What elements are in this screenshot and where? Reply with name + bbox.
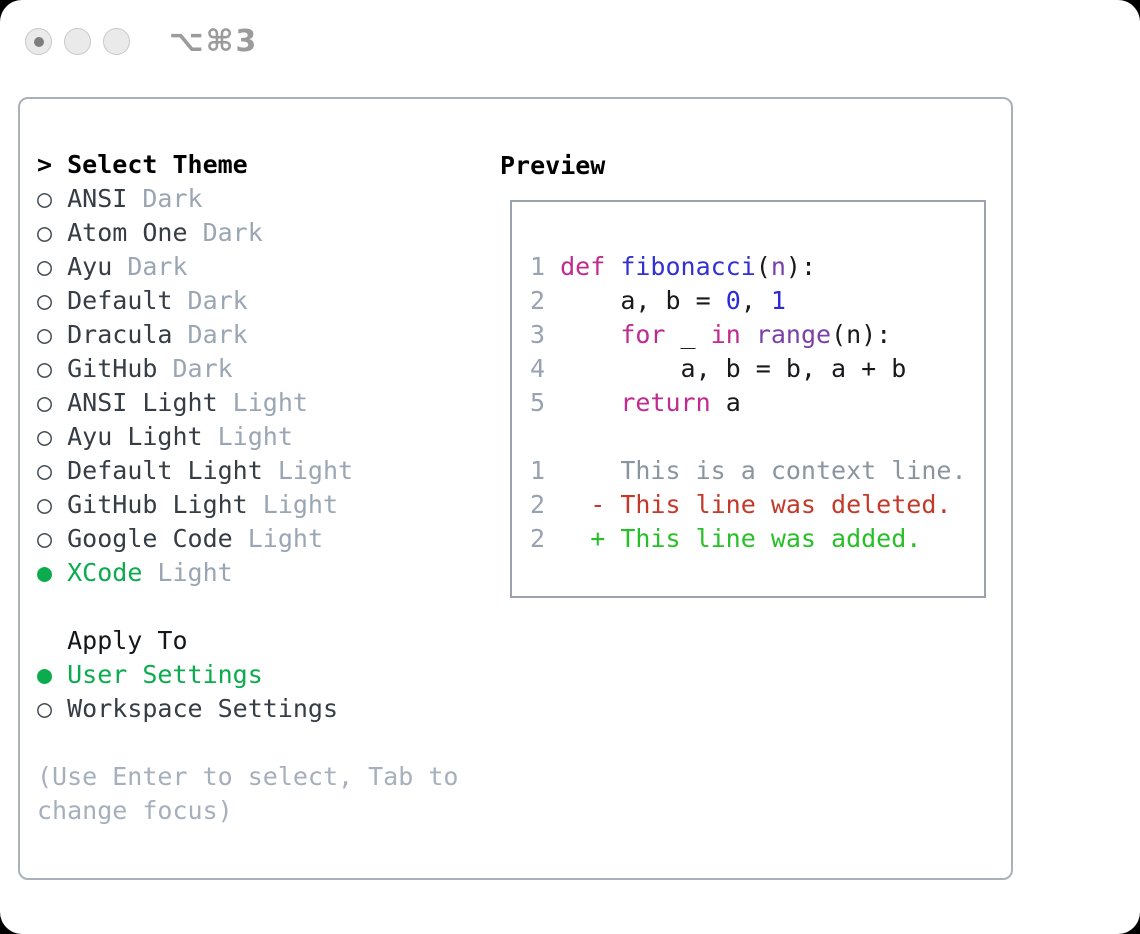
theme-name: ANSI [67,184,128,213]
line-number: 2 [530,524,546,553]
radio-icon: ○ [37,422,53,451]
theme-name: Ayu [67,252,113,281]
code-token: ( [755,252,771,281]
radio-icon: ○ [37,218,53,247]
theme-option-default-light[interactable] [37,454,497,488]
line-number: 1 [530,252,546,281]
code-token: ): [785,252,817,281]
hint-text: (Use Enter to select, Tab to change focus) [37,762,459,825]
apply-option-user-settings[interactable] [37,658,497,692]
radio-icon: ○ [37,694,53,723]
theme-list [37,182,497,590]
radio-icon: ○ [37,524,53,553]
code-token: (n): [831,320,892,349]
theme-option-google-code[interactable] [37,522,497,556]
preview-line [530,488,976,522]
radio-icon: ○ [37,184,53,213]
theme-variant-tag: Light [262,490,339,519]
apply-to-list [37,658,497,726]
preview-title: Preview [500,151,606,180]
traffic-light-icon[interactable] [103,28,130,55]
left-column [37,148,497,828]
theme-variant-tag: Dark [187,320,248,349]
theme-variant-tag: Dark [187,286,248,315]
code-token: a, b = b, a + b [560,354,907,383]
preview-line [530,522,976,556]
code-token: - This line was deleted. [560,490,952,519]
theme-variant-tag: Light [232,388,308,417]
line-number: 2 [530,490,546,519]
theme-name: GitHub Light [67,490,248,519]
radio-icon: ● [37,558,53,587]
radio-icon: ○ [37,286,53,315]
theme-name: Dracula [67,320,173,349]
theme-option-github[interactable] [37,352,497,386]
theme-name: ANSI Light [67,388,218,417]
preview-line [530,284,976,318]
apply-to-header: Apply To [67,626,188,655]
theme-name: GitHub [67,354,158,383]
traffic-light-dot-icon[interactable] [25,28,52,55]
line-number: 1 [530,456,546,485]
theme-name: Default Light [67,456,263,485]
spacer [37,590,497,624]
titlebar [25,24,258,59]
theme-list-title: Select Theme [67,150,248,179]
theme-option-xcode[interactable] [37,556,497,590]
theme-variant-tag: Light [277,456,354,485]
theme-option-ansi-light[interactable] [37,386,497,420]
code-token: 0 [725,286,741,315]
radio-icon: ○ [37,320,53,349]
theme-variant-tag: Dark [142,184,203,213]
line-number: 4 [530,354,546,383]
theme-variant-tag: Light [217,422,293,451]
theme-name: Default [67,286,173,315]
preview-box [510,200,986,598]
line-number: 3 [530,320,546,349]
theme-option-atom-one[interactable] [37,216,497,250]
code-token: This is a context line. [560,456,967,485]
preview-line [530,454,976,488]
theme-variant-tag: Dark [202,218,263,247]
traffic-light-icon[interactable] [64,28,91,55]
preview-line [530,250,976,284]
code-token: n [770,252,786,281]
theme-name: Atom One [67,218,188,247]
theme-variant-tag: Dark [172,354,233,383]
theme-variant-tag: Dark [127,252,188,281]
window-shortcut-label: ⌥⌘3 [169,24,259,59]
theme-list-header [37,148,497,182]
apply-option-label: User Settings [67,660,263,689]
selection-caret-icon: > [37,150,53,179]
radio-icon: ● [37,660,53,689]
code-token: return [620,388,711,417]
code-token [560,388,620,417]
theme-option-dracula[interactable] [37,318,497,352]
preview-line [530,386,976,420]
spacer [37,726,497,760]
code-token [605,252,620,281]
code-token: 1 [770,286,786,315]
code-token: + This line was added. [560,524,922,553]
code-token: , [740,286,771,315]
code-token: a, b = [560,286,726,315]
code-token: for [620,320,666,349]
preview-line [530,352,976,386]
code-token: _ [665,320,711,349]
theme-option-ayu-light[interactable] [37,420,497,454]
preview-line [530,318,976,352]
code-token: range [755,320,832,349]
theme-option-github-light[interactable] [37,488,497,522]
theme-option-default[interactable] [37,284,497,318]
code-token: a [710,388,741,417]
theme-name: Google Code [67,524,233,553]
code-token [741,320,756,349]
theme-name: Ayu Light [67,422,203,451]
apply-option-workspace-settings[interactable] [37,692,497,726]
radio-icon: ○ [37,490,53,519]
preview-code [530,250,976,556]
radio-icon: ○ [37,456,53,485]
theme-selector-window [18,97,1013,880]
radio-icon: ○ [37,252,53,281]
code-token: in [710,320,741,349]
line-number: 5 [530,388,546,417]
code-token [560,320,620,349]
theme-name: XCode [67,558,143,587]
code-token: fibonacci [620,252,756,281]
theme-variant-tag: Light [247,524,323,553]
radio-icon: ○ [37,354,53,383]
code-token: def [560,252,606,281]
theme-variant-tag: Light [157,558,233,587]
line-number: 2 [530,286,546,315]
theme-option-ansi[interactable] [37,182,497,216]
preview-line [530,420,976,454]
theme-option-ayu[interactable] [37,250,497,284]
apply-option-label: Workspace Settings [67,694,339,723]
radio-icon: ○ [37,388,53,417]
